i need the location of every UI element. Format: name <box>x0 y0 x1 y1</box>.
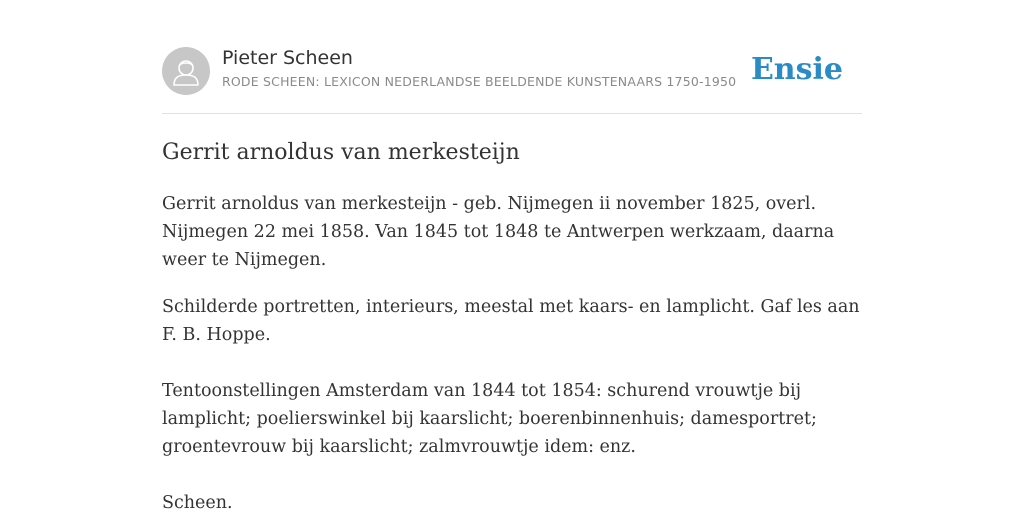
author-avatar[interactable] <box>162 47 210 95</box>
article-paragraph: Gerrit arnoldus van merkesteijn - geb. Nijmegen ii november 1825, overl. Nijmegen 22 mei 1858. Van 1845 tot 1848 te Antwerpen werkzaam, daarna weer te Nijmegen. <box>162 194 835 270</box>
header-divider <box>162 113 862 114</box>
article-paragraph: Schilderde portretten, interieurs, meestal met kaars- en lamplicht. Gaf les aan F. B. Hoppe. <box>162 297 860 345</box>
article-title: Gerrit arnoldus van merkesteijn <box>162 140 520 165</box>
ensie-logo[interactable]: Ensie <box>750 52 843 87</box>
article-body <box>162 190 862 512</box>
source-title[interactable]: RODE SCHEEN: LEXICON NEDERLANDSE BEELDENDE KUNSTENAARS 1750-1950 <box>222 74 737 89</box>
author-name[interactable]: Pieter Scheen <box>222 47 353 69</box>
user-icon <box>162 47 210 95</box>
article-paragraph: Scheen. <box>162 493 233 512</box>
author-header <box>162 46 862 96</box>
article-paragraph: Tentoonstellingen Amsterdam van 1844 tot 1854: schurend vrouwtje bij lamplicht; poelierswinkel bij kaarslicht; boerenbinnenhuis; damesportret; groentevrouw bij kaarslicht; zalmvrouwtje idem: enz. <box>162 381 817 457</box>
